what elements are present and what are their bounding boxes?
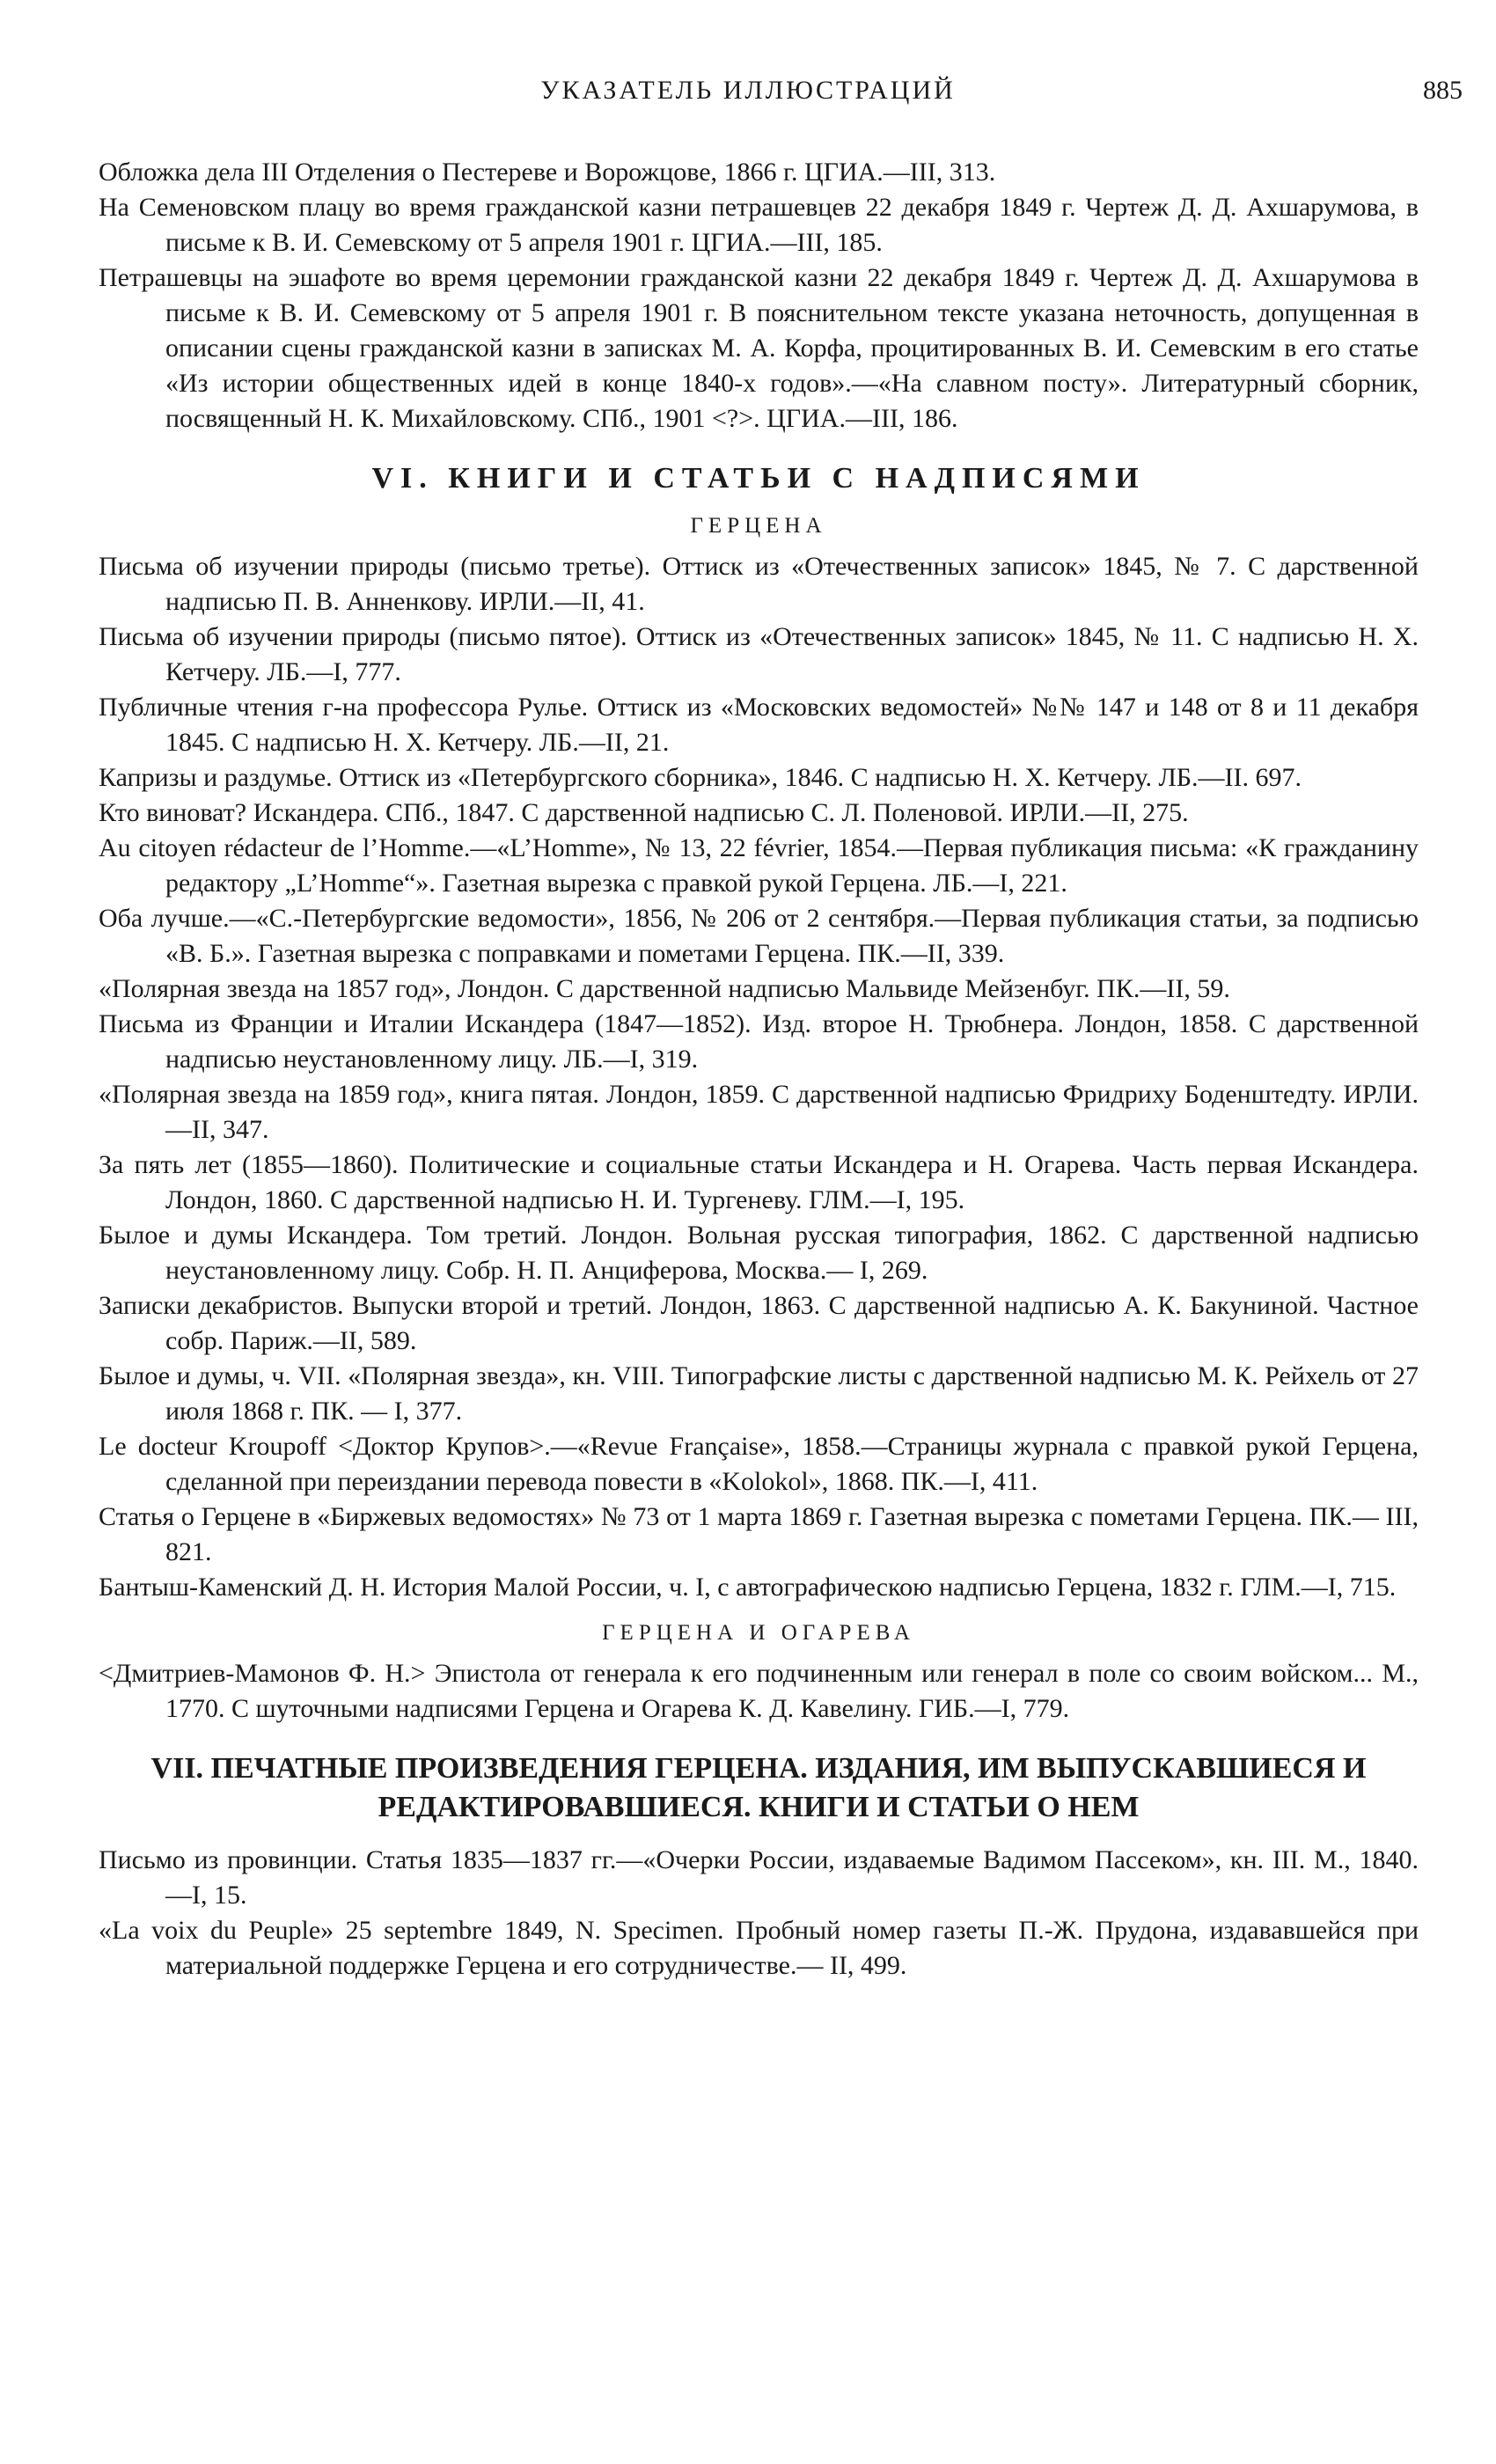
entries-section-vii <box>99 1843 1419 1984</box>
list-item: За пять лет (1855—1860). Политические и социальные статьи Искандера и Н. Огарева. Часть первая Искандера. Лондон, 1860. С дарственной надписью Н. И. Тургеневу. ГЛМ.—I, 195. <box>99 1150 1419 1214</box>
subsection-herzen-title: ГЕРЦЕНА <box>690 514 827 538</box>
list-item: Le docteur Kroupoff <Доктор Крупов>.—«Revue Française», 1858.—Страницы журнала с правкой рукой Герцена, сделанной при переиздании перевода повести в «Kolokol», 1868. ПК.—I, 411. <box>99 1432 1419 1496</box>
list-item: «Полярная звезда на 1859 год», книга пятая. Лондон, 1859. С дарственной надписью Фридриху Боденштедту. ИРЛИ.—II, 347. <box>99 1080 1419 1144</box>
list-item: Письмо из провинции. Статья 1835—1837 гг.—«Очерки России, издаваемые Вадимом Пассеком», кн. III. М., 1840.—I, 15. <box>99 1845 1419 1910</box>
list-item: <Дмитриев-Мамонов Ф. Н.> Эпистола от генерала к его подчиненным или генерал в поле со своим войском... М., 1770. С шуточными надписями Герцена и Огарева К. Д. Кавелину. ГИБ.—I, 779. <box>99 1659 1419 1723</box>
entries-top <box>99 155 1419 436</box>
list-item: «Полярная звезда на 1857 год», Лондон. С дарственной надписью Мальвиде Мейзенбуг. ПК.—II, 59. <box>99 974 1230 1003</box>
list-item: Письма об изучении природы (письмо третье). Оттиск из «Отечественных записок» 1845, № 7. С дарственной надписью П. В. Анненкову. ИРЛИ.—II, 41. <box>99 552 1419 616</box>
page-text <box>99 155 1419 1984</box>
list-item: Оба лучше.—«С.-Петербургские ведомости», 1856, № 206 от 2 сентября.—Первая публикация статьи, за подписью «В. Б.». Газетная вырезка с поправками и пометами Герцена. ПК.—II, 339. <box>99 904 1419 968</box>
list-item: Капризы и раздумье. Оттиск из «Петербургского сборника», 1846. С надписью Н. Х. Кетчеру. ЛБ.—II. 697. <box>99 763 1302 792</box>
section-vi-title: VI. КНИГИ И СТАТЬИ С НАДПИСЯМИ <box>371 462 1146 495</box>
section-gap <box>99 1827 1419 1843</box>
entries-herzen-ogarev <box>99 1656 1419 1727</box>
list-item: Au citoyen rédacteur de l’Homme.—«L’Homme», № 13, 22 février, 1854.—Первая публикация письма: «К гражданину редактору „L’Homme“». Газетная вырезка с правкой рукой Герцена. ЛБ.—I, 221. <box>99 833 1419 898</box>
subsection-herzen-ogarev-title: ГЕРЦЕНА И ОГАРЕВА <box>602 1621 915 1645</box>
list-item: Обложка дела III Отделения о Пестереве и Ворожцове, 1866 г. ЦГИА.—III, 313. <box>99 158 996 187</box>
list-item: Письма из Франции и Италии Искандера (1847—1852). Изд. второе Н. Трюбнера. Лондон, 1858. С дарственной надписью неустановленному лицу. ЛБ.—I, 319. <box>99 1009 1419 1074</box>
list-item: Статья о Герцене в «Биржевых ведомостях» № 73 от 1 марта 1869 г. Газетная вырезка с пометами Герцена. ПК.— III, 821. <box>99 1502 1419 1566</box>
list-item: Записки декабристов. Выпуски второй и третий. Лондон, 1863. С дарственной надписью А. К. Бакуниной. Частное собр. Париж.—II, 589. <box>99 1291 1419 1355</box>
page-number: 885 <box>1423 76 1463 105</box>
section-vii-title: VII. ПЕЧАТНЫЕ ПРОИЗВЕДЕНИЯ ГЕРЦЕНА. ИЗДАНИЯ, ИМ ВЫПУСКАВШИЕСЯ И РЕДАКТИРОВАВШИЕСЯ. КНИГИ И СТАТЬИ О НЕМ <box>150 1752 1367 1823</box>
list-item: Публичные чтения г-на профессора Рулье. Оттиск из «Московских ведомостей» №№ 147 и 148 от 8 и 11 декабря 1845. С надписью Н. Х. Кетчеру. ЛБ.—II, 21. <box>99 693 1419 757</box>
entries-herzen <box>99 549 1419 1605</box>
list-item: Кто виноват? Искандера. СПб., 1847. С дарственной надписью С. Л. Поленовой. ИРЛИ.—II, 275. <box>99 798 1189 827</box>
list-item: «La voix du Peuple» 25 septembre 1849, N. Specimen. Пробный номер газеты П.-Ж. Прудона, издававшейся при материальной поддержке Герцена и его сотрудничестве.— II, 499. <box>99 1916 1419 1980</box>
list-item: Петрашевцы на эшафоте во время церемонии гражданской казни 22 декабря 1849 г. Чертеж Д. Д. Ахшарумова в письме к В. И. Семевскому от 5 апреля 1901 г. В пояснительном тексте указана неточность, допущенная в описании сцены гражданской казни в записках М. А. Корфа, процитированных В. И. Семевским в его статье «Из истории общественных идей в конце 1840-х годов».—«На славном посту». Литературный сборник, посвященный Н. К. Михайловскому. СПб., 1901 <?>. ЦГИА.—III, 186. <box>99 263 1419 433</box>
list-item: Былое и думы Искандера. Том третий. Лондон. Вольная русская типография, 1862. С дарственной надписью неустановленному лицу. Собр. Н. П. Анциферова, Москва.— I, 269. <box>99 1221 1419 1285</box>
list-item: На Семеновском плацу во время гражданской казни петрашевцев 22 декабря 1849 г. Чертеж Д. Д. Ахшарумова, в письме к В. И. Семевскому от 5 апреля 1901 г. ЦГИА.—III, 185. <box>99 193 1419 257</box>
list-item: Бантыш-Каменский Д. Н. История Малой России, ч. I, с автографическою надписью Герцена, 1832 г. ГЛМ.—I, 715. <box>99 1573 1397 1602</box>
running-head: УКАЗАТЕЛЬ ИЛЛЮСТРАЦИЙ <box>540 76 956 105</box>
list-item: Былое и думы, ч. VII. «Полярная звезда», кн. VIII. Типографские листы с дарственной надписью М. К. Рейхель от 27 июля 1868 г. ПК. — I, 377. <box>99 1361 1419 1426</box>
list-item: Письма об изучении природы (письмо пятое). Оттиск из «Отечественных записок» 1845, № 11. С надписью Н. Х. Кетчеру. ЛБ.—I, 777. <box>99 622 1419 686</box>
